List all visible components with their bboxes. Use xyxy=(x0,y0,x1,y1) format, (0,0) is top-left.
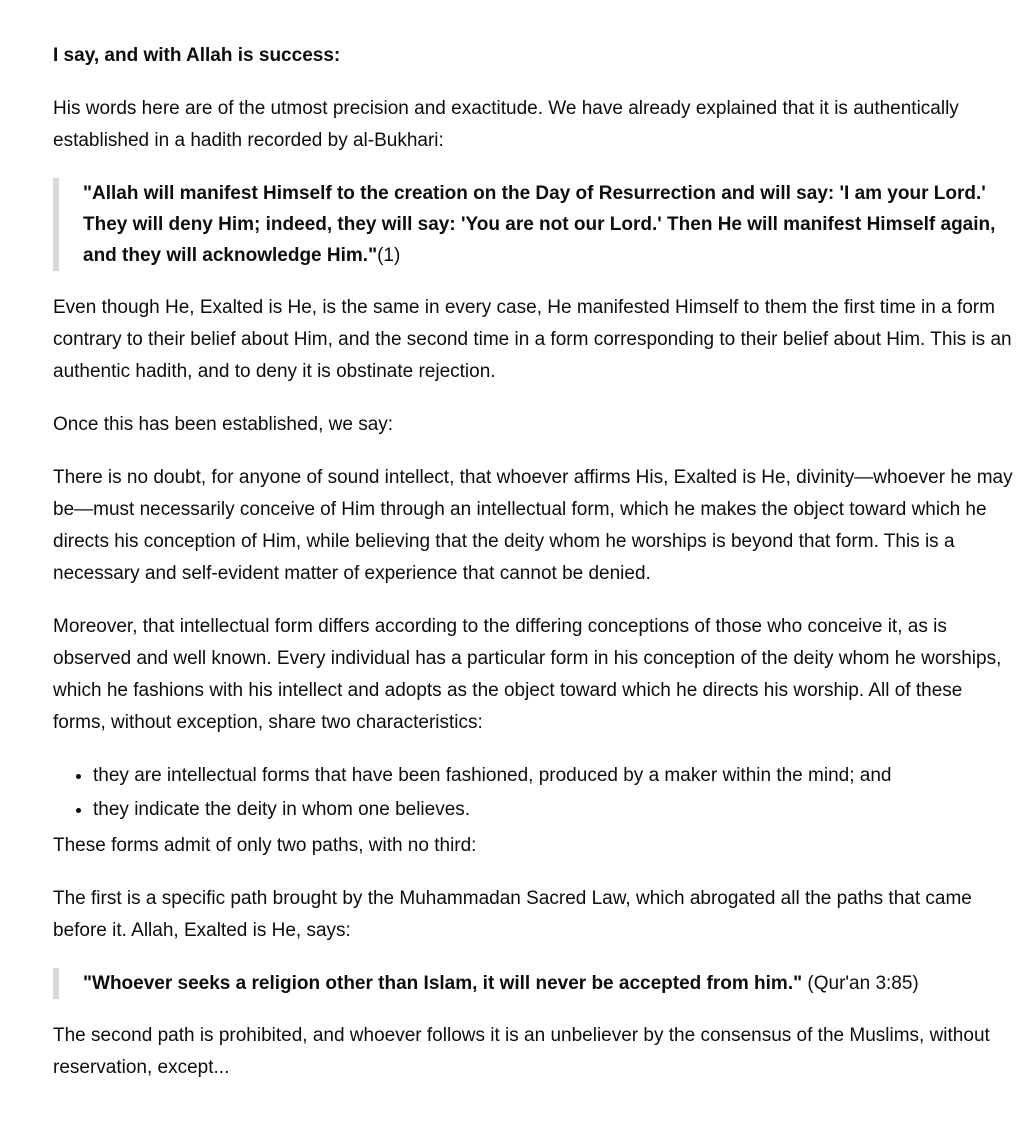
characteristics-list xyxy=(53,760,1013,826)
paragraph-1: His words here are of the utmost precision and exactitude. We have already explained that it is authentically established in a hadith recorded by al-Bukhari: xyxy=(53,98,959,151)
paragraph-5: Moreover, that intellectual form differs according to the differing conceptions of those who conceive it, as is observed and well known. Every individual has a particular form in his conception of the deity whom he worships, which he fashions with his intellect and adopts as the object toward which he directs his worship. All of these forms, without exception, share two characteristics: xyxy=(53,616,1002,733)
paragraph-4: There is no doubt, for anyone of sound intellect, that whoever affirms His, Exalted is He, divinity—whoever he may be—must necessarily conceive of Him through an intellectual form, which he makes the object toward which he directs his conception of Him, while believing that the deity whom he worships is beyond that form. This is a necessary and self-evident matter of experience that cannot be denied. xyxy=(53,467,1013,584)
intro-heading: I say, and with Allah is success: xyxy=(53,45,341,66)
paragraph-7: The first is a specific path brought by the Muhammadan Sacred Law, which abrogated all the paths that came before it. Allah, Exalted is He, says: xyxy=(53,888,972,941)
list-item: • they indicate the deity in whom one believes. xyxy=(93,794,1013,826)
quran-citation: (Qur'an 3:85) xyxy=(807,973,919,994)
quran-quote-text: "Whoever seeks a religion other than Islam, it will never be accepted from him." xyxy=(83,973,803,994)
hadith-quote-body xyxy=(83,178,1013,271)
footnote-marker: (1) xyxy=(377,245,401,266)
paragraph-2: Even though He, Exalted is He, is the same in every case, He manifested Himself to them the first time in a form contrary to their belief about Him, and the second time in a form corresponding to their belief about Him. This is an authentic hadith, and to deny it is obstinate rejection. xyxy=(53,297,1012,382)
paragraph-8: The second path is prohibited, and whoever follows it is an unbeliever by the consensus of the Muslims, without reservation, except... xyxy=(53,1025,990,1078)
hadith-blockquote xyxy=(53,178,1013,271)
quran-blockquote xyxy=(53,968,1013,999)
quran-quote-body xyxy=(83,968,1013,999)
paragraph-6: These forms admit of only two paths, with no third: xyxy=(53,835,477,856)
document-body xyxy=(53,40,1013,1105)
hadith-quote-text: "Allah will manifest Himself to the creation on the Day of Resurrection and will say: 'I am your Lord.' They will deny Him; indeed, they will say: 'You are not our Lord.' Then He will manifest Himself again, and they will acknowledge Him." xyxy=(83,183,996,266)
list-item: • they are intellectual forms that have been fashioned, produced by a maker within the mind; and xyxy=(93,760,1013,792)
paragraph-3: Once this has been established, we say: xyxy=(53,414,394,435)
